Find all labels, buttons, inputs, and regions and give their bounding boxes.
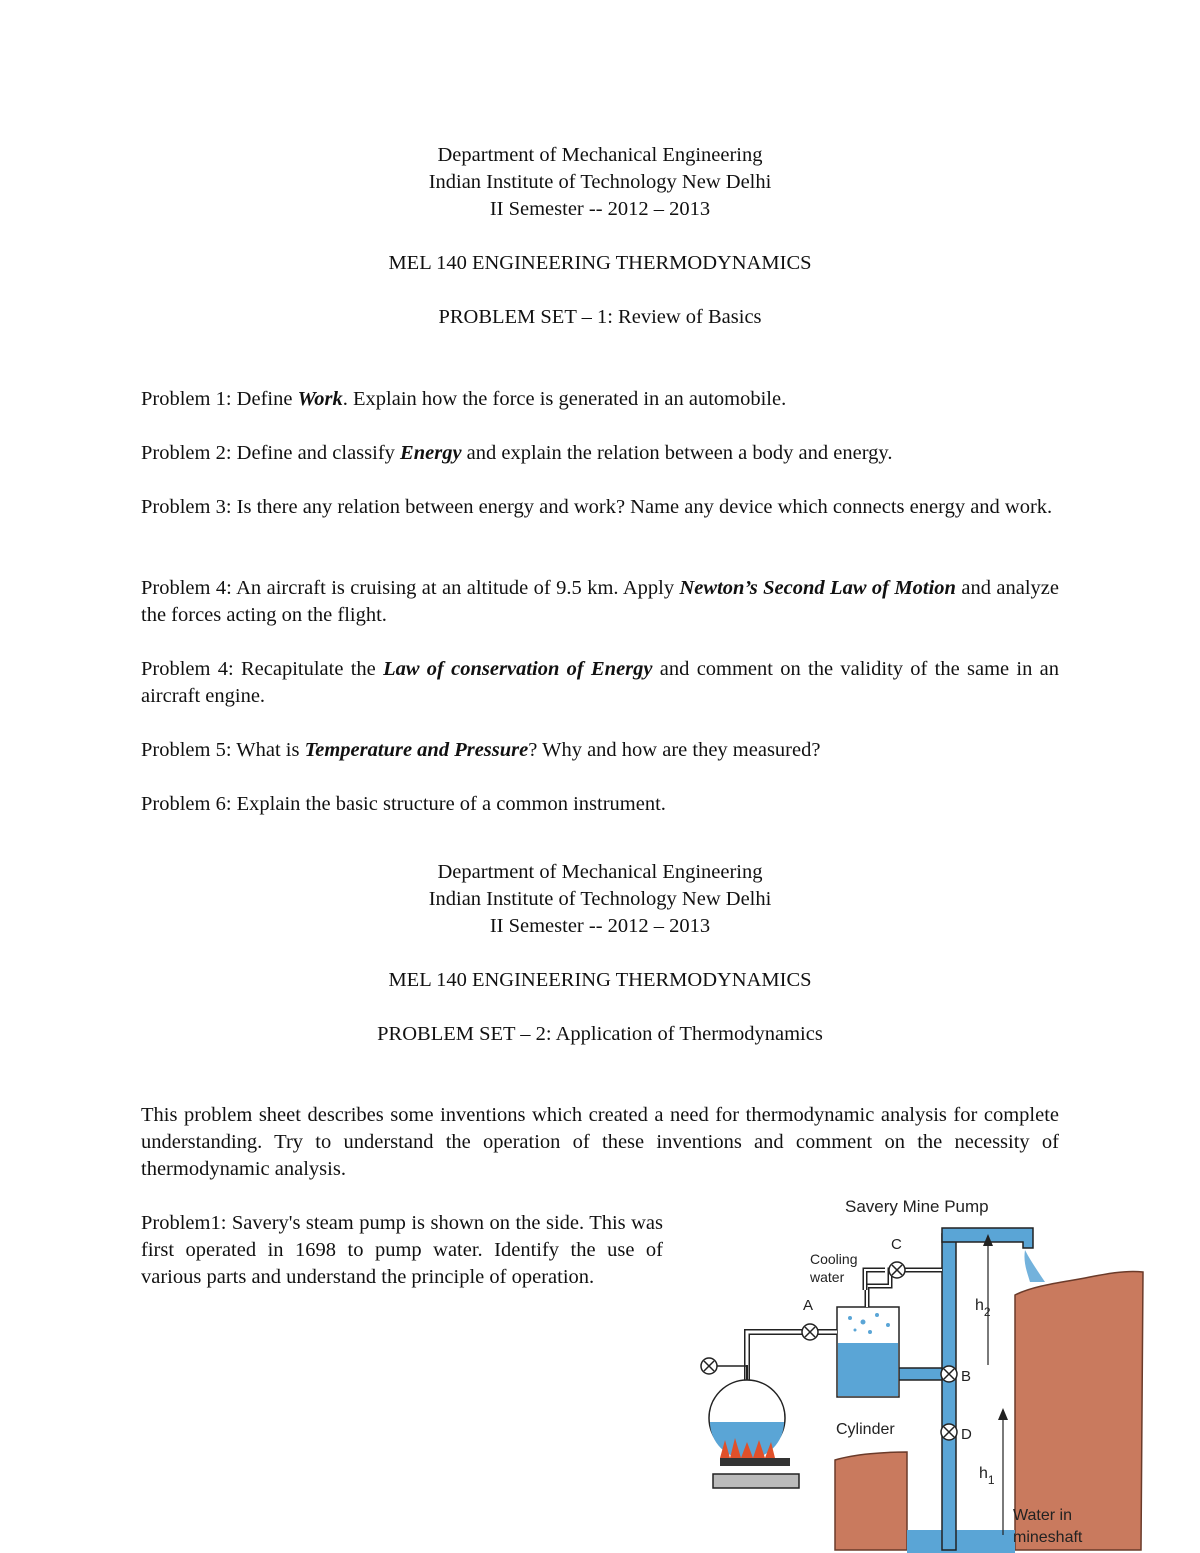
- problem-text: . Explain how the force is generated in an automobile.: [342, 388, 787, 410]
- cooling-water-label: [810, 1251, 857, 1267]
- cylinder-water: [838, 1343, 898, 1396]
- valve-a: [802, 1324, 818, 1340]
- set2-problem-1: Problem1: Savery's steam pump is shown on the side. This was first operated in 1698 to pump water. Identify the use of various parts and understand the principle of operation.: [141, 1212, 663, 1288]
- set1-problem-3: [141, 494, 1059, 521]
- savery-pump-diagram: [685, 1190, 1150, 1553]
- problem-text: Problem 5: What is: [141, 739, 305, 761]
- set2-problem-set-title: PROBLEM SET – 2: Application of Thermodynamics: [377, 1023, 823, 1045]
- cooling-water-line1: Cooling: [810, 1251, 858, 1267]
- valve-d: [941, 1424, 957, 1440]
- mineshaft-water: [907, 1530, 1015, 1553]
- set1-problem-4: [141, 575, 1059, 629]
- problem-text: Problem 1: Define: [141, 388, 298, 410]
- valve-boiler: [701, 1358, 717, 1374]
- label-h1: [979, 1465, 995, 1487]
- problem-emphasis: Work: [297, 388, 343, 410]
- h1-sub: 1: [987, 1473, 995, 1487]
- grate: [713, 1474, 799, 1488]
- set2-header: [0, 859, 1200, 940]
- cooling-water-label-2: [809, 1269, 845, 1285]
- set1-problem-set-title: PROBLEM SET – 1: Review of Basics: [438, 306, 762, 328]
- set1-problem-6: [141, 791, 1059, 818]
- problem-text: Problem 4: An aircraft is cruising at an altitude of 9.5 km. Apply: [141, 577, 680, 599]
- label-b: B: [961, 1368, 972, 1385]
- cooling-water-pipe: [867, 1270, 942, 1307]
- lower-rock: [835, 1452, 907, 1550]
- label-a: A: [803, 1297, 814, 1314]
- problem-emphasis: Newton’s Second Law of Motion: [679, 577, 956, 599]
- problem-text: Problem 2: Define and classify: [141, 442, 401, 464]
- set1-course-title: MEL 140 ENGINEERING THERMODYNAMICS: [388, 252, 812, 274]
- figure-title: Savery Mine Pump: [845, 1197, 989, 1216]
- mineshaft-label-1: Water in: [1013, 1507, 1072, 1524]
- set1-problem-4b: [141, 656, 1059, 710]
- h1-h: h: [979, 1465, 988, 1482]
- h2-h: h: [975, 1297, 984, 1314]
- rising-main-pipe: [942, 1234, 956, 1550]
- savery-pump-figure: [685, 1190, 1150, 1553]
- set2-department: Department of Mechanical Engineering: [437, 861, 763, 883]
- connect-pipe: [898, 1368, 942, 1380]
- set1-problem-1: [141, 386, 1059, 413]
- set1-header: [0, 142, 1200, 223]
- problem-text: Problem 4: Recapitulate the: [141, 658, 384, 680]
- set1-institute: Indian Institute of Technology New Delhi: [428, 171, 772, 193]
- problem-text: and comment on the validity of the same in an aircraft engine.: [141, 658, 1059, 707]
- valve-c: [889, 1262, 905, 1278]
- problem-emphasis: Energy: [400, 442, 462, 464]
- label-d: D: [961, 1426, 972, 1443]
- set1-department: Department of Mechanical Engineering: [437, 144, 763, 166]
- set1-problem-2: [141, 440, 1059, 467]
- set2-institute: Indian Institute of Technology New Delhi: [428, 888, 772, 910]
- steam-pipe: [747, 1332, 837, 1380]
- cooling-water-line2: water: [810, 1269, 845, 1285]
- valve-b: [941, 1366, 957, 1382]
- set1-problem-5: [141, 737, 1059, 764]
- water-spill: [1024, 1250, 1045, 1282]
- problem-text: and explain the relation between a body and energy.: [461, 442, 893, 464]
- set2-intro: This problem sheet describes some inventions which created a need for thermodynamic analysis for complete understanding. Try to understand the operation of these inventions and comment on the necessity of thermodynamic analysis.: [141, 1104, 1059, 1180]
- problem-emphasis: Temperature and Pressure: [304, 739, 529, 761]
- label-c: C: [891, 1236, 902, 1253]
- problem-text: Problem 3: Is there any relation between energy and work? Name any device which connects energy and work.: [141, 496, 1053, 518]
- problem-emphasis: Law of conservation of Energy: [383, 658, 653, 680]
- set2-course-title: MEL 140 ENGINEERING THERMODYNAMICS: [388, 969, 812, 991]
- label-cylinder: Cylinder: [836, 1421, 895, 1438]
- set1-semester: II Semester -- 2012 – 2013: [489, 198, 711, 220]
- h2-sub: 2: [983, 1305, 991, 1319]
- problem-text: Problem 6: Explain the basic structure of a common instrument.: [141, 793, 666, 815]
- mineshaft-label-2: mineshaft: [1013, 1529, 1083, 1546]
- problem-text: and analyze the forces acting on the flight.: [141, 577, 1059, 626]
- set2-semester: II Semester -- 2012 – 2013: [489, 915, 711, 937]
- problem-text: ? Why and how are they measured?: [528, 739, 821, 761]
